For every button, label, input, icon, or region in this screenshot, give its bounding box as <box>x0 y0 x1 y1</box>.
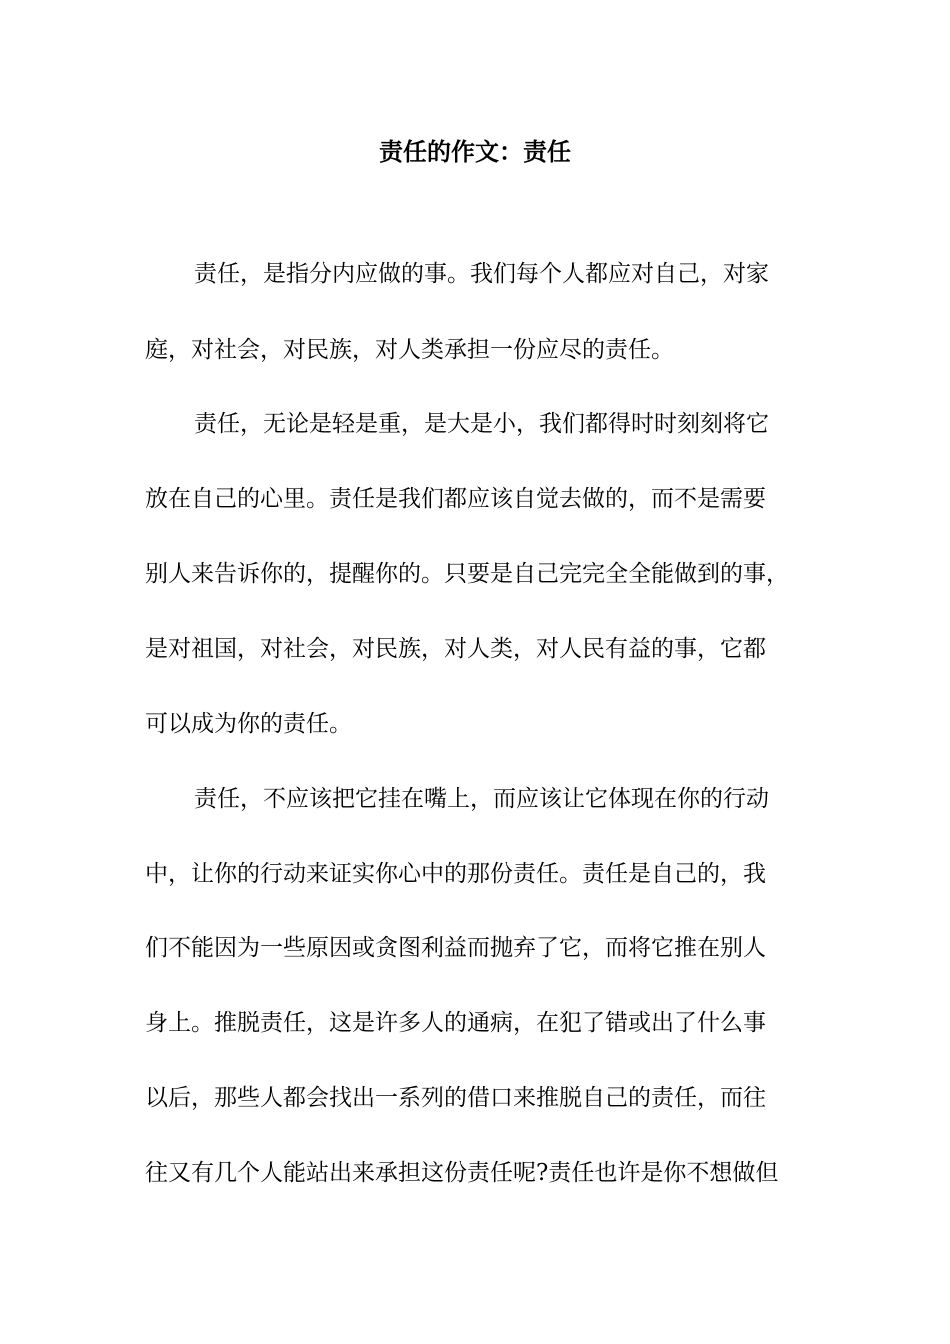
paragraph-2-line-3: 别人来告诉你的，提醒你的。只要是自己完完全全能做到的事， <box>145 561 789 587</box>
paragraph-3-line-2: 中，让你的行动来证实你心中的那份责任。责任是自己的，我 <box>145 861 766 887</box>
paragraph-2-line-5: 可以成为你的责任。 <box>145 711 352 737</box>
paragraph-2-line-1: 责任，无论是轻是重，是大是小，我们都得时时刻刻将它 <box>194 411 769 437</box>
paragraph-3-line-5: 以后，那些人都会找出一系列的借口来推脱自己的责任，而往 <box>145 1085 766 1111</box>
paragraph-1-line-1: 责任，是指分内应做的事。我们每个人都应对自己，对家 <box>194 261 769 287</box>
paragraph-1-line-2: 庭，对社会，对民族，对人类承担一份应尽的责任。 <box>145 337 674 363</box>
paragraph-3-line-1: 责任，不应该把它挂在嘴上，而应该让它体现在你的行动 <box>194 786 769 812</box>
paragraph-3-line-6: 往又有几个人能站出来承担这份责任呢?责任也许是你不想做但 <box>145 1160 779 1186</box>
document-title: 责任的作文：责任 <box>379 137 571 166</box>
paragraph-3-line-4: 身上。推脱责任，这是许多人的通病，在犯了错或出了什么事 <box>145 1010 766 1036</box>
paragraph-3-line-3: 们不能因为一些原因或贪图利益而抛弃了它，而将它推在别人 <box>145 935 766 961</box>
paragraph-2-line-4: 是对祖国，对社会，对民族，对人类，对人民有益的事，它都 <box>145 636 766 662</box>
paragraph-2-line-2: 放在自己的心里。责任是我们都应该自觉去做的，而不是需要 <box>145 486 766 512</box>
